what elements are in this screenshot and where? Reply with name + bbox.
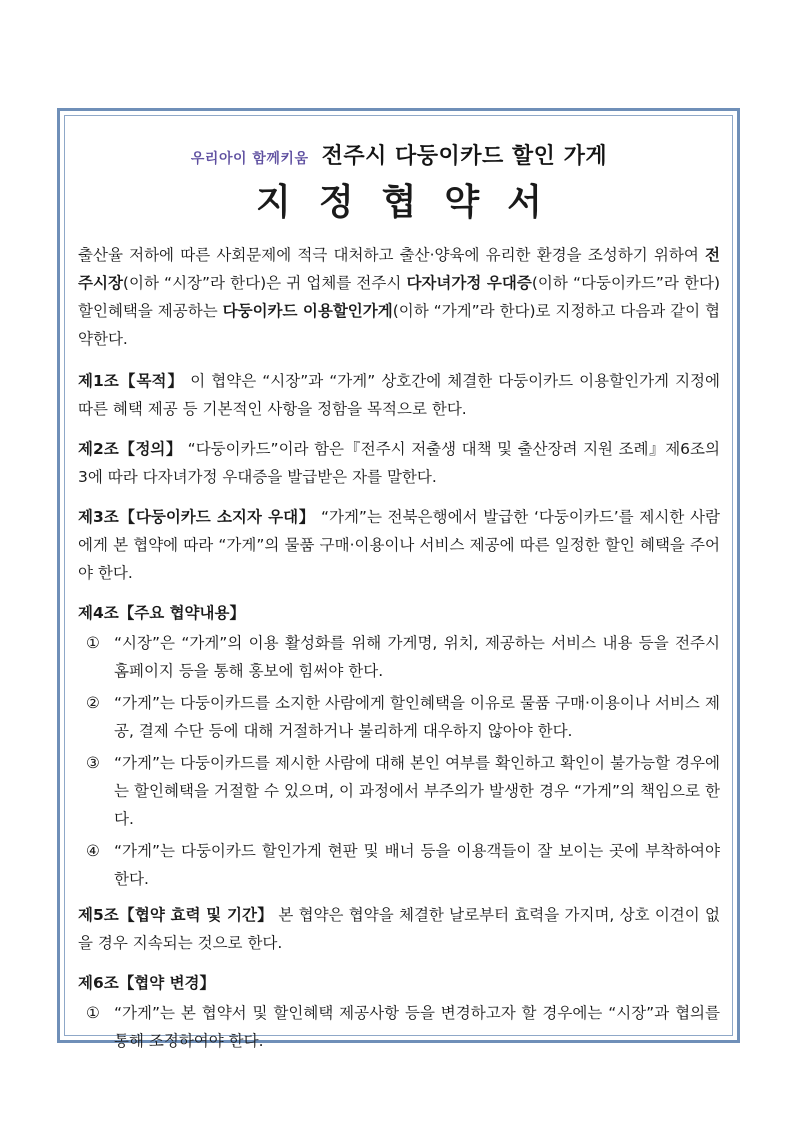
article-1-body: 이 협약은 “시장”과 “가게” 상호간에 체결한 다둥이카드 이용할인가게 지정에 따른 혜택 제공 등 기본적인 사항을 정함을 목적으로 한다. (78, 372, 720, 418)
article-2-body: “다둥이카드”이라 함은『전주시 저출생 대책 및 출산장려 지원 조례』제6조의3에 따라 다자녀가정 우대증을 발급받은 자를 말한다. (78, 440, 720, 486)
intro-paragraph: 출산율 저하에 따른 사회문제에 적극 대처하고 출산·양육에 유리한 환경을 조성하기 위하여 전주시장(이하 “시장”라 한다)은 귀 업체를 전주시 다자녀가정 우대증(이하 “다둥이카드”라 한다) 할인혜택을 제공하는 다둥이카드 이용할인가게(이하 “가게”라 한다)로 지정하고 다음과 같이 협약한다. (78, 246, 720, 348)
document-subtitle: 전주시 다둥이카드 할인 가게 (321, 144, 608, 169)
article-4-list (78, 629, 720, 893)
article-3-body: “가게”는 전북은행에서 발급한 ‘다둥이카드’를 제시한 사람에게 본 협약에 따라 “가게”의 물품 구매·이용이나 서비스 제공에 따른 일정한 할인 혜택을 주어야 한다. (78, 508, 720, 582)
slogan: 우리아이 함께키움 (190, 151, 309, 167)
item-number: ④ (86, 842, 100, 860)
article-2-heading: 제2조【정의】 (78, 440, 183, 458)
list-item: ④ “가게”는 다둥이카드 할인가게 현판 및 배너 등을 이용객들이 잘 보이는 곳에 부착하여야 한다. (78, 837, 720, 893)
article-5-body: 본 협약은 협약을 체결한 날로부터 효력을 가지며, 상호 이견이 없을 경우 지속되는 것으로 한다. (78, 906, 720, 952)
article-6-list (78, 999, 720, 1055)
list-item: ① “가게”는 본 협약서 및 할인혜택 제공사항 등을 변경하고자 할 경우에는 “시장”과 협의를 통해 조정하여야 한다. (78, 999, 720, 1055)
article-6-heading: 제6조【협약 변경】 (78, 974, 216, 992)
article-5-heading: 제5조【협약 효력 및 기간】 (78, 906, 274, 924)
article-3 (78, 503, 720, 587)
title-row (78, 137, 720, 177)
item-number: ① (86, 634, 100, 652)
article-2 (78, 435, 720, 491)
agreement-document (78, 132, 720, 1050)
article-5 (78, 901, 720, 957)
article-4-heading: 제4조【주요 협약내용】 (78, 604, 245, 622)
article-3-heading: 제3조【다둥이카드 소지자 우대】 (78, 508, 316, 526)
document-title: 지정협약서 (256, 182, 570, 223)
list-item: ② “가게”는 다둥이카드를 소지한 사람에게 할인혜택을 이유로 물품 구매·이용이나 서비스 제공, 결제 수단 등에 대해 거절하거나 불리하게 대우하지 않아야 한다. (78, 689, 720, 745)
item-number: ③ (86, 754, 100, 772)
list-item: ③ “가게”는 다둥이카드를 제시한 사람에 대해 본인 여부를 확인하고 확인이 불가능할 경우에는 할인혜택을 거절할 수 있으며, 이 과정에서 부주의가 발생한 경우 “가게”의 책임으로 한다. (78, 749, 720, 833)
item-number: ② (86, 694, 100, 712)
article-1-heading: 제1조【목적】 (78, 372, 185, 390)
article-1 (78, 367, 720, 423)
list-item: ① “시장”은 “가게”의 이용 활성화를 위해 가게명, 위치, 제공하는 서비스 내용 등을 전주시 홈페이지 등을 통해 홍보에 힘써야 한다. (78, 629, 720, 685)
item-number: ① (86, 1004, 100, 1022)
